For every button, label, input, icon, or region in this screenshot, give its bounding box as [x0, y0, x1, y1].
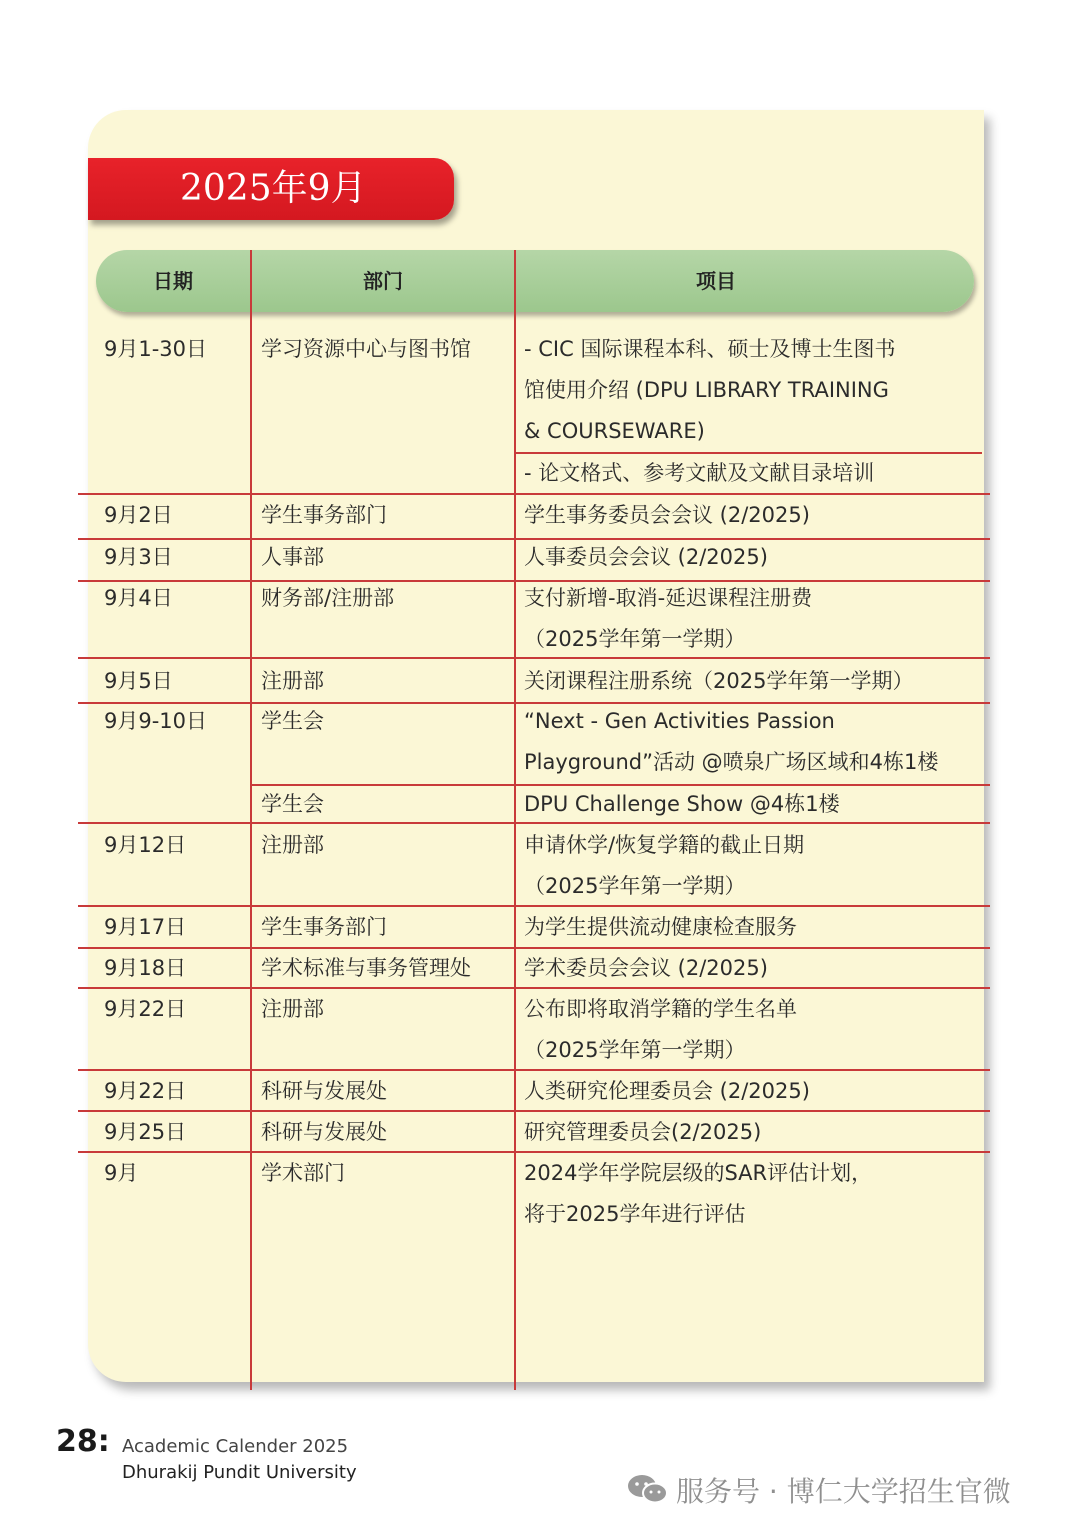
row-item-line: Playground”活动 @喷泉广场区域和4栋1楼 — [524, 750, 939, 774]
row-dept: 财务部/注册部 — [261, 586, 395, 610]
row-item-line: 馆使用介绍 (DPU LIBRARY TRAINING — [524, 378, 889, 402]
row-item-line: 公布即将取消学籍的学生名单 — [524, 997, 797, 1021]
row-dept: 注册部 — [261, 669, 324, 693]
column-divider — [514, 250, 516, 1390]
row-date: 9月12日 — [104, 833, 187, 857]
header-date: 日期 — [153, 269, 193, 293]
header-dept: 部门 — [363, 269, 403, 293]
row-dept: 学生事务部门 — [261, 503, 387, 527]
row-item-line: 2024学年学院层级的SAR评估计划， — [524, 1161, 873, 1185]
row-date: 9月9-10日 — [104, 709, 208, 733]
row-date: 9月4日 — [104, 586, 173, 610]
row-date: 9月18日 — [104, 956, 187, 980]
row-dept: 注册部 — [261, 997, 324, 1021]
row-date: 9月5日 — [104, 669, 173, 693]
row-date: 9月25日 — [104, 1120, 187, 1144]
row-item-line: 关闭课程注册系统（2025学年第一学期） — [524, 669, 914, 693]
row-dept: 科研与发展处 — [261, 1120, 387, 1144]
row-item-line: & COURSEWARE) — [524, 419, 705, 443]
row-dept: 人事部 — [261, 545, 324, 569]
footer-university: Dhurakij Pundit University — [122, 1462, 357, 1483]
row-dept: 学生会 — [261, 792, 324, 816]
row-date: 9月2日 — [104, 503, 173, 527]
row-date: 9月17日 — [104, 915, 187, 939]
row-date: 9月22日 — [104, 997, 187, 1021]
row-item-line: 学术委员会会议 (2/2025) — [524, 956, 768, 980]
row-dept: 注册部 — [261, 833, 324, 857]
month-title: 2025年9月 — [88, 158, 454, 220]
row-date: 9月1-30日 — [104, 337, 208, 361]
row-dept: 学生事务部门 — [261, 915, 387, 939]
row-item-line: 申请休学/恢复学籍的截止日期 — [524, 833, 805, 857]
row-item-line: - 论文格式、参考文献及文献目录培训 — [524, 461, 875, 485]
row-item-line: 学生事务委员会会议 (2/2025) — [524, 503, 810, 527]
footer-calendar-title: Academic Calender 2025 — [122, 1436, 349, 1457]
row-date: 9月 — [104, 1161, 139, 1185]
row-dept: 学习资源中心与图书馆 — [261, 337, 471, 361]
row-dept: 科研与发展处 — [261, 1079, 387, 1103]
row-item-line: 支付新增-取消-延迟课程注册费 — [524, 586, 813, 610]
row-date: 9月22日 — [104, 1079, 187, 1103]
row-item-line: “Next - Gen Activities Passion — [524, 709, 835, 733]
row-item-line: - CIC 国际课程本科、硕士及博士生图书 — [524, 337, 896, 361]
row-item-line: 为学生提供流动健康检查服务 — [524, 915, 797, 939]
row-item-line: DPU Challenge Show @4栋1楼 — [524, 792, 840, 816]
row-item-line: 研究管理委员会(2/2025) — [524, 1120, 762, 1144]
row-dept: 学生会 — [261, 709, 324, 733]
row-item-line: （2025学年第一学期） — [524, 627, 746, 651]
row-item-line: 人类研究伦理委员会 (2/2025) — [524, 1079, 810, 1103]
row-item-line: 人事委员会会议 (2/2025) — [524, 545, 768, 569]
row-dept: 学术标准与事务管理处 — [261, 956, 471, 980]
row-date: 9月3日 — [104, 545, 173, 569]
row-item-line: （2025学年第一学期） — [524, 874, 746, 898]
header-item: 项目 — [696, 269, 736, 293]
row-item-line: 将于2025学年进行评估 — [524, 1202, 746, 1226]
watermark-text: 服务号 · 博仁大学招生官微 — [676, 1475, 1011, 1508]
row-item-line: （2025学年第一学期） — [524, 1038, 746, 1062]
column-divider — [250, 250, 252, 1390]
row-dept: 学术部门 — [261, 1161, 345, 1185]
wechat-icon — [626, 1472, 670, 1506]
page-number: 28: — [56, 1424, 110, 1459]
